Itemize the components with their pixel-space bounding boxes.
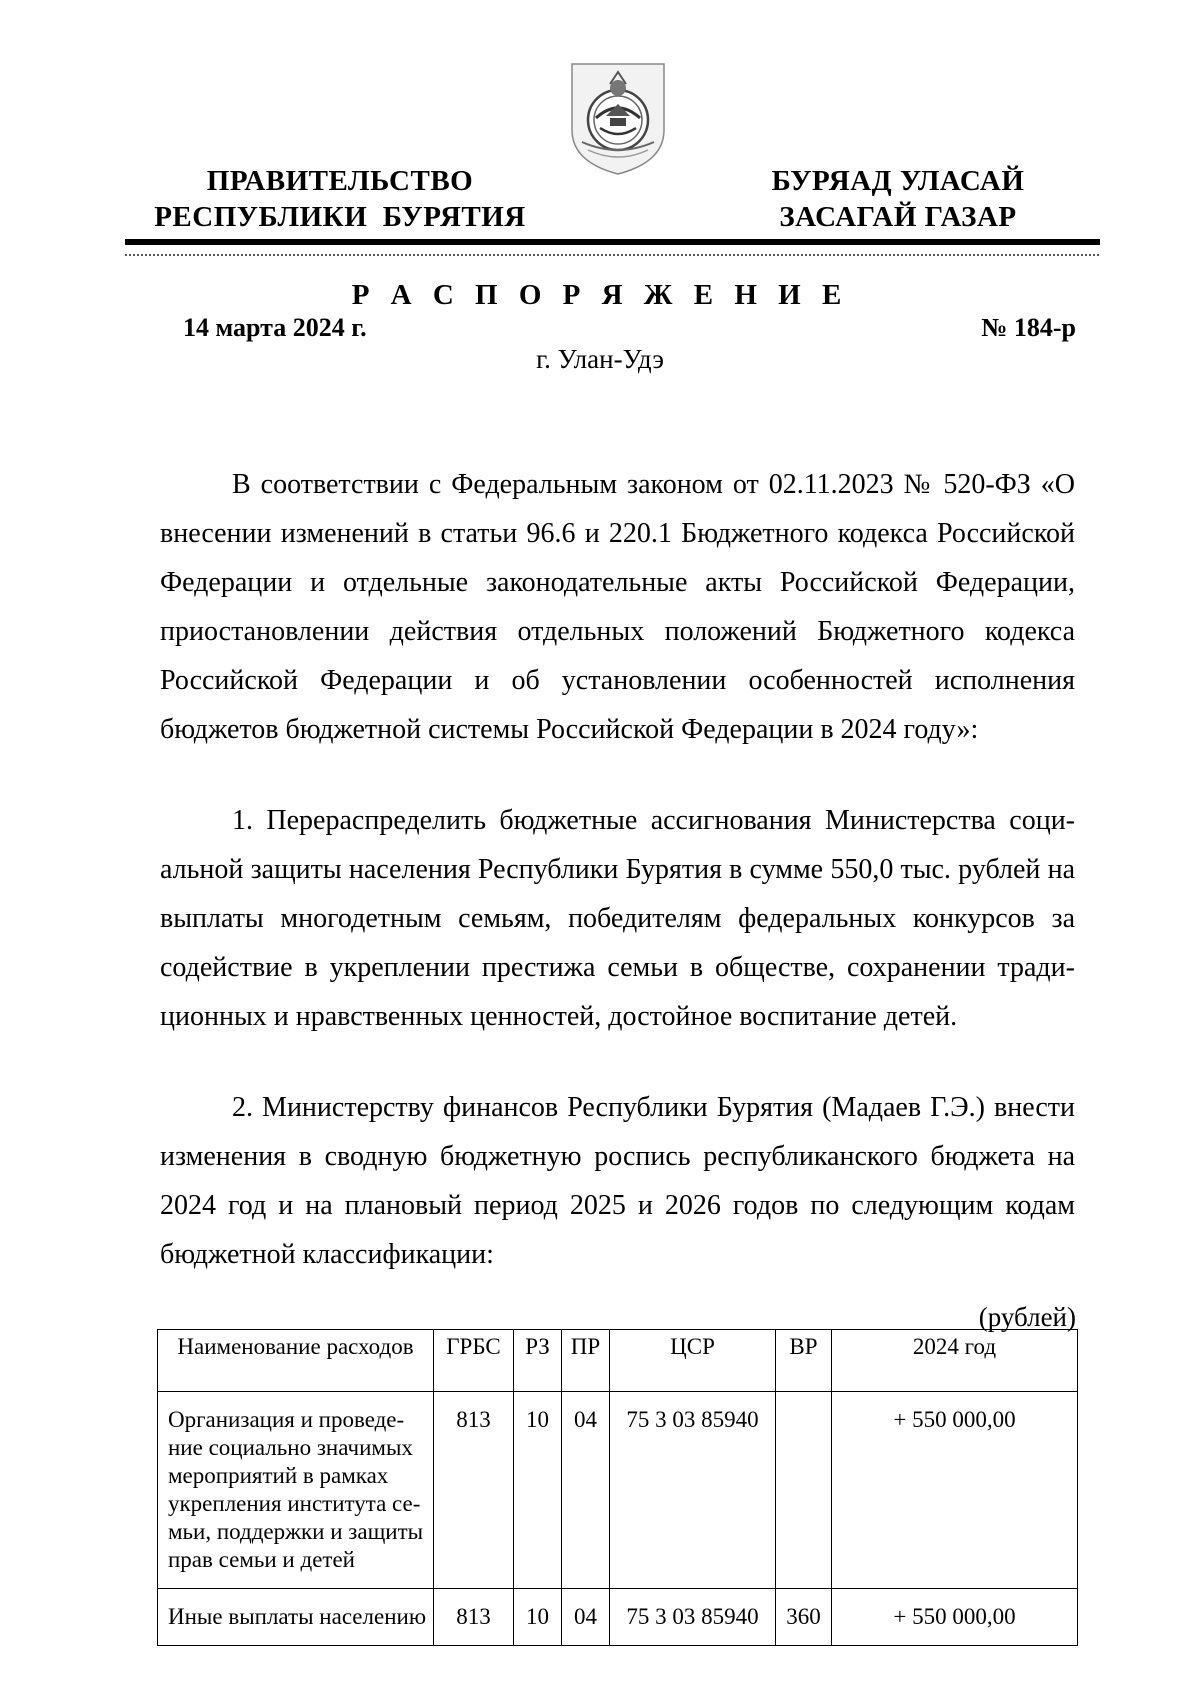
org-ru-line-1: ПРАВИТЕЛЬСТВО — [206, 165, 474, 197]
table-row — [158, 1589, 1078, 1646]
coat-of-arms-emblem — [566, 58, 670, 178]
column-header-rz: РЗ — [514, 1330, 562, 1392]
coat-of-arms-icon — [566, 58, 670, 178]
org-ru-line-2: РЕСПУБЛИКИ БУРЯТИЯ — [154, 201, 526, 233]
table-header-row — [158, 1330, 1078, 1392]
column-header-year-2024: 2024 год — [832, 1330, 1078, 1392]
document-type-title: Р А С П О Р Я Ж Е Н И Е — [351, 279, 849, 311]
budget-classification-table — [157, 1329, 1078, 1646]
cell-grbs: 813 — [434, 1589, 514, 1646]
cell-csr: 75 3 03 85940 — [610, 1589, 776, 1646]
cell-amount-2024: + 550 000,00 — [832, 1589, 1078, 1646]
document-city: г. Улан-Удэ — [536, 344, 664, 374]
cell-grbs: 813 — [434, 1392, 514, 1589]
org-bu-line-2: ЗАСАГАЙ ГАЗАР — [779, 201, 1017, 233]
cell-expense-name: Иные выплаты населению — [158, 1589, 434, 1646]
paragraph-item-1: 1. Перераспределить бюджетные ассигнования Министерства социальной защиты населения Республики Бурятия в сумме 550,0 тыс. рублей на выплаты многодетным семьям, победителям федеральных конкурсов за содействие в укреплении престижа семьи в обществе, сохранении традиционных и нравственных ценностей, достойное воспитание детей. — [160, 805, 1075, 1032]
organization-name-russian — [150, 163, 530, 235]
paragraph-item-2: 2. Министерству финансов Республики Бурятия (Мадаев Г.Э.) внести изменения в сводную бюджетную роспись республиканского бюджета на 2024 год и на плановый период 2025 и 2026 годов по следующим кодам бюджетной классификации: — [160, 1092, 1075, 1270]
cell-vr: 360 — [776, 1589, 832, 1646]
cell-pr: 04 — [562, 1392, 610, 1589]
cell-vr — [776, 1392, 832, 1589]
paragraph-preamble: В соответствии с Федеральным законом от 02.11.2023 № 520-ФЗ «О внесении изменений в статьи 96.6 и 220.1 Бюджетного кодекса Российской Федерации и отдельные законодательные акты Российской Федерации, приостановлении действия отдельных положений Бюджетного кодекса Российской Федерации и об установлении особенностей исполнения бюджетов бюджетной системы Российской Федерации в 2024 году»: — [160, 469, 1075, 745]
org-bu-line-1: БУРЯАД УЛАСАЙ — [771, 165, 1025, 197]
table-units-label: (рублей) — [978, 1302, 1076, 1332]
column-header-csr: ЦСР — [610, 1330, 776, 1392]
column-header-name: Наименование расходов — [158, 1330, 434, 1392]
column-header-pr: ПР — [562, 1330, 610, 1392]
cell-pr: 04 — [562, 1589, 610, 1646]
column-header-vr: ВР — [776, 1330, 832, 1392]
organization-name-buryat — [748, 163, 1048, 235]
cell-rz: 10 — [514, 1392, 562, 1589]
cell-rz: 10 — [514, 1589, 562, 1646]
table-row — [158, 1392, 1078, 1589]
column-header-grbs: ГРБС — [434, 1330, 514, 1392]
document-date: 14 марта 2024 г. — [183, 313, 367, 342]
cell-expense-name: Организация и проведение социально значимых мероприятий в рамках укрепления института семьи, поддержки и защиты прав семьи и детей — [158, 1392, 434, 1589]
document-number: № 184-р — [981, 313, 1076, 342]
header-divider-thin — [125, 254, 1100, 256]
header-divider-thick — [125, 239, 1100, 245]
cell-csr: 75 3 03 85940 — [610, 1392, 776, 1589]
cell-amount-2024: + 550 000,00 — [832, 1392, 1078, 1589]
